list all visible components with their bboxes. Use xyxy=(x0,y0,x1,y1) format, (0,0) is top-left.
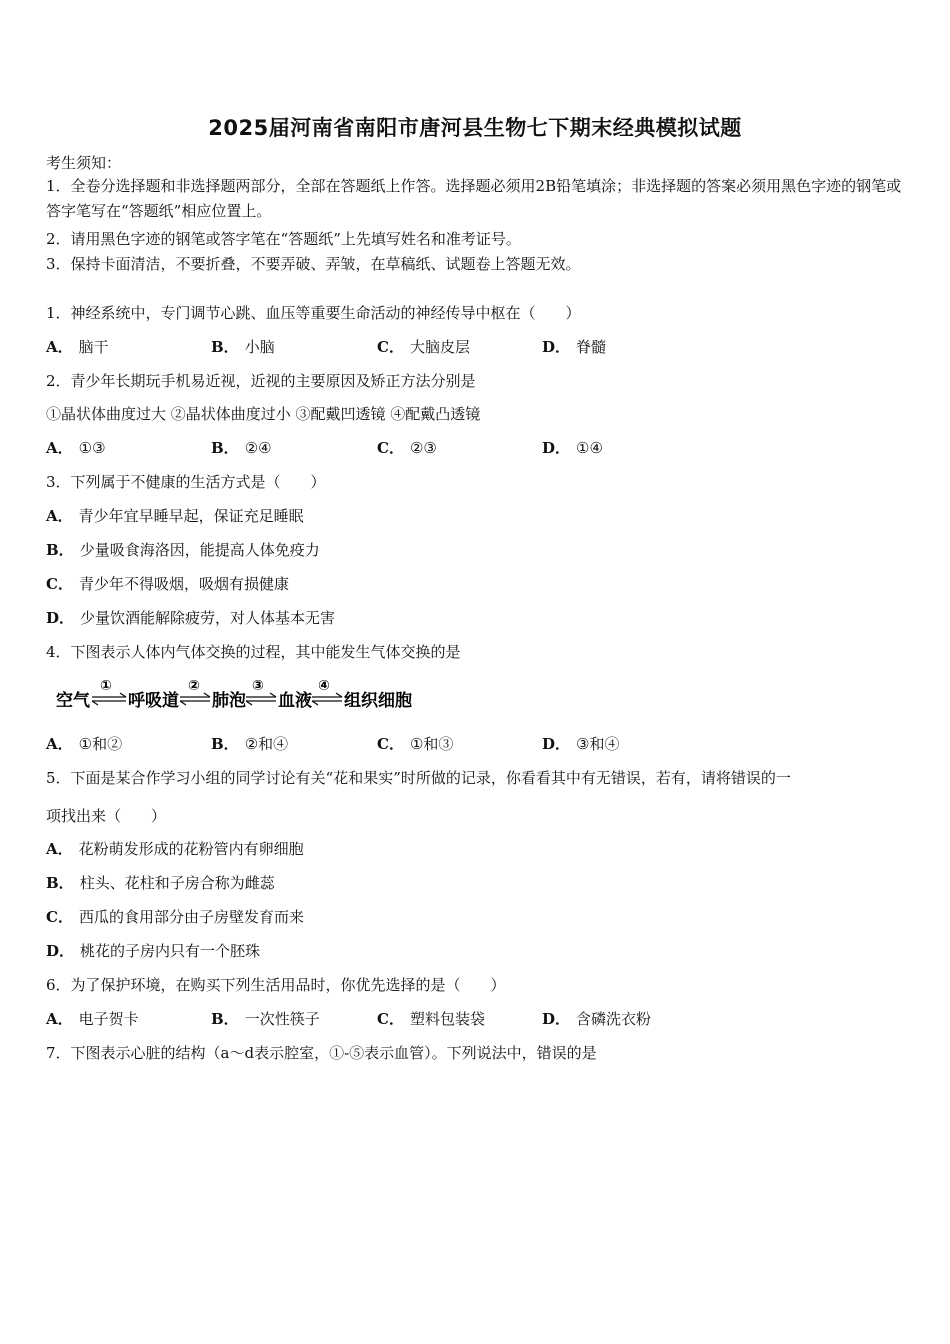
question-5-option-b[interactable]: B． 柱头、花柱和子房合称为雌蕊 xyxy=(46,874,275,892)
question-6-option-c[interactable]: C． 塑料包装袋 xyxy=(377,1010,485,1028)
question-5-option-a[interactable]: A． 花粉萌发形成的花粉管内有卵细胞 xyxy=(46,840,304,858)
question-2-option-d[interactable]: D． ①④ xyxy=(542,439,603,457)
diagram-arrow-1 xyxy=(92,678,126,705)
diagram-arrow-3 xyxy=(246,678,276,705)
diagram-node-airway: 呼吸道 xyxy=(128,691,179,711)
question-6-option-a[interactable]: A． 电子贺卡 xyxy=(46,1010,139,1028)
diagram-node-alveoli: 肺泡 xyxy=(212,691,246,711)
question-5-option-c[interactable]: C． 西瓜的食用部分由子房壁发育而来 xyxy=(46,908,304,926)
question-1-option-a[interactable]: A． 脑干 xyxy=(46,338,109,356)
question-1-option-b[interactable]: B． 小脑 xyxy=(211,338,275,356)
question-1-option-c[interactable]: C． 大脑皮层 xyxy=(377,338,470,356)
notice-item-2: 2．请用黑色字迹的钢笔或答字笔在“答题纸”上先填写姓名和准考证号。 xyxy=(46,230,521,248)
notice-item-1: 1．全卷分选择题和非选择题两部分，全部在答题纸上作答。选择题必须用2B铅笔填涂；非选择题的答案必须用黑色字迹的钢笔或答字笔写在“答题纸”相应位置上。 xyxy=(46,177,902,220)
question-6-option-b[interactable]: B． 一次性筷子 xyxy=(211,1010,320,1028)
diagram-node-tissue-cells: 组织细胞 xyxy=(344,691,412,711)
question-1-stem: 1．神经系统中，专门调节心跳、血压等重要生命活动的神经传导中枢在（ ） xyxy=(46,304,581,322)
question-3-option-a[interactable]: A． 青少年宜早睡早起，保证充足睡眠 xyxy=(46,507,304,525)
diagram-step-4: ④ xyxy=(318,678,330,694)
question-7-stem: 7．下图表示心脏的结构（a～d表示腔室，①-⑤表示血管）。下列说法中，错误的是 xyxy=(46,1044,597,1062)
notice-heading: 考生须知： xyxy=(46,154,122,172)
question-4-option-a[interactable]: A． ①和② xyxy=(46,735,123,753)
diagram-node-blood: 血液 xyxy=(278,691,312,711)
question-3-option-d[interactable]: D． 少量饮酒能解除疲劳，对人体基本无害 xyxy=(46,609,336,627)
question-2-option-c[interactable]: C． ②③ xyxy=(377,439,437,457)
question-4-option-c[interactable]: C． ①和③ xyxy=(377,735,454,753)
question-2-option-b[interactable]: B． ②④ xyxy=(211,439,272,457)
question-5-stem-line-1: 5．下面是某合作学习小组的同学讨论有关“花和果实”时所做的记录，你看看其中有无错误，若有，请将错误的一 xyxy=(46,769,791,787)
question-3-option-c[interactable]: C． 青少年不得吸烟，吸烟有损健康 xyxy=(46,575,289,593)
diagram-step-3: ③ xyxy=(252,678,264,694)
question-4-option-b[interactable]: B． ②和④ xyxy=(211,735,289,753)
diagram-arrow-4 xyxy=(312,678,342,705)
question-2-stem: 2．青少年长期玩手机易近视，近视的主要原因及矫正方法分别是 xyxy=(46,372,476,390)
question-4-option-d[interactable]: D． ③和④ xyxy=(542,735,620,753)
gas-exchange-diagram xyxy=(56,676,426,716)
question-5-stem-line-2: 项找出来（ ） xyxy=(46,807,167,825)
diagram-step-1: ① xyxy=(100,678,112,694)
question-5-option-d[interactable]: D． 桃花的子房内只有一个胚珠 xyxy=(46,942,261,960)
question-2-option-a[interactable]: A． ①③ xyxy=(46,439,106,457)
question-6-option-d[interactable]: D． 含磷洗衣粉 xyxy=(542,1010,652,1028)
diagram-step-2: ② xyxy=(188,678,200,694)
question-2-statements: ①晶状体曲度过大 ②晶状体曲度过小 ③配戴凹透镜 ④配戴凸透镜 xyxy=(46,405,481,423)
diagram-node-air: 空气 xyxy=(56,691,90,711)
notice-item-3: 3．保持卡面清洁，不要折叠，不要弄破、弄皱，在草稿纸、试题卷上答题无效。 xyxy=(46,255,581,273)
question-6-stem: 6．为了保护环境，在购买下列生活用品时，你优先选择的是（ ） xyxy=(46,976,506,994)
exam-title: 2025届河南省南阳市唐河县生物七下期末经典模拟试题 xyxy=(208,116,742,140)
question-3-stem: 3．下列属于不健康的生活方式是（ ） xyxy=(46,473,326,491)
diagram-arrow-2 xyxy=(180,678,210,705)
question-3-option-b[interactable]: B． 少量吸食海洛因，能提高人体免疫力 xyxy=(46,541,320,559)
question-1-option-d[interactable]: D． 脊髓 xyxy=(542,338,607,356)
question-4-stem: 4．下图表示人体内气体交换的过程，其中能发生气体交换的是 xyxy=(46,643,461,661)
